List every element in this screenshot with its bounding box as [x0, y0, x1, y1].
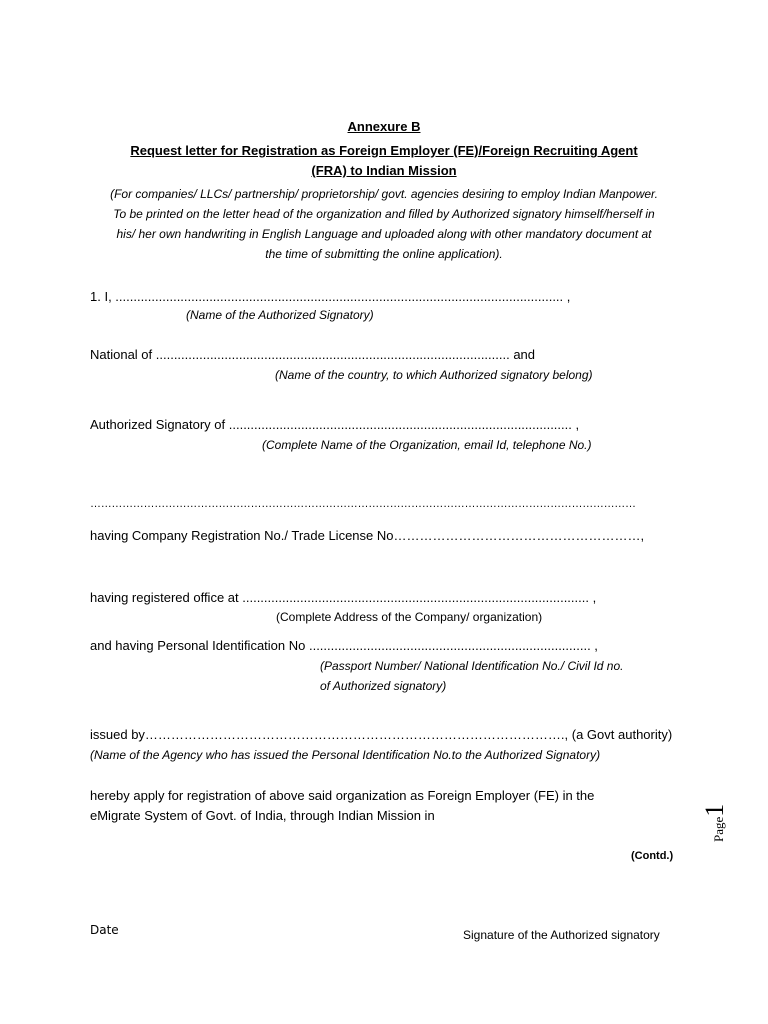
- continued-label: (Contd.): [631, 850, 674, 862]
- organization-line: Authorized Signatory of ............................................................................................... ,: [90, 417, 580, 432]
- nationality-line: National of .................................................................................................. and: [90, 347, 536, 362]
- personal-id-hint-1: (Passport Number/ National Identification No./ Civil Id no.: [320, 659, 624, 673]
- nationality-hint: (Name of the country, to which Authorized signatory belong): [275, 368, 593, 382]
- issued-by-line: issued by……………………………………………………………………………………., (a Govt authority): [90, 727, 673, 742]
- registered-office-hint: (Complete Address of the Company/ organization): [276, 610, 543, 624]
- note-line-4: the time of submitting the online application).: [265, 247, 503, 261]
- registration-number-line: having Company Registration No./ Trade License No…………………………………………………,: [90, 528, 645, 543]
- personal-id-hint-2: of Authorized signatory): [320, 679, 447, 693]
- signatory-name-hint: (Name of the Authorized Signatory): [186, 308, 374, 322]
- title-line-2: (FRA) to Indian Mission: [311, 163, 457, 178]
- annexure-heading: Annexure B: [347, 119, 421, 134]
- page-word: Page: [711, 816, 726, 842]
- signatory-name-line: 1. I, ............................................................................................................................ ,: [90, 289, 571, 304]
- title-line-1: Request letter for Registration as Foreign Employer (FE)/Foreign Recruiting Agent: [130, 143, 638, 158]
- note-line-3: his/ her own handwriting in English Language and uploaded along with other mandatory document at: [116, 227, 652, 241]
- registered-office-line: having registered office at ................................................................................................ ,: [90, 590, 597, 605]
- page-number: 1: [700, 803, 729, 817]
- organization-continuation-line: ………………………………………………………………………………………………………………………………………: [90, 498, 636, 510]
- application-paragraph-line-1: hereby apply for registration of above said organization as Foreign Employer (FE) in the: [90, 788, 595, 803]
- signature-label: Signature of the Authorized signatory: [463, 928, 660, 942]
- date-label: Date: [90, 923, 119, 937]
- note-line-2: To be printed on the letter head of the organization and filled by Authorized signatory himself/herself in: [113, 207, 655, 221]
- note-line-1: (For companies/ LLCs/ partnership/ proprietorship/ govt. agencies desiring to employ Indian Manpower.: [110, 187, 658, 201]
- organization-hint: (Complete Name of the Organization, email Id, telephone No.): [262, 438, 592, 452]
- application-paragraph-line-2: eMigrate System of Govt. of India, through Indian Mission in: [90, 808, 435, 823]
- issued-by-hint: (Name of the Agency who has issued the Personal Identification No.to the Authorized Signatory): [90, 748, 601, 762]
- page-number-label: [700, 804, 730, 842]
- personal-id-line: and having Personal Identification No .............................................................................. ,: [90, 638, 598, 653]
